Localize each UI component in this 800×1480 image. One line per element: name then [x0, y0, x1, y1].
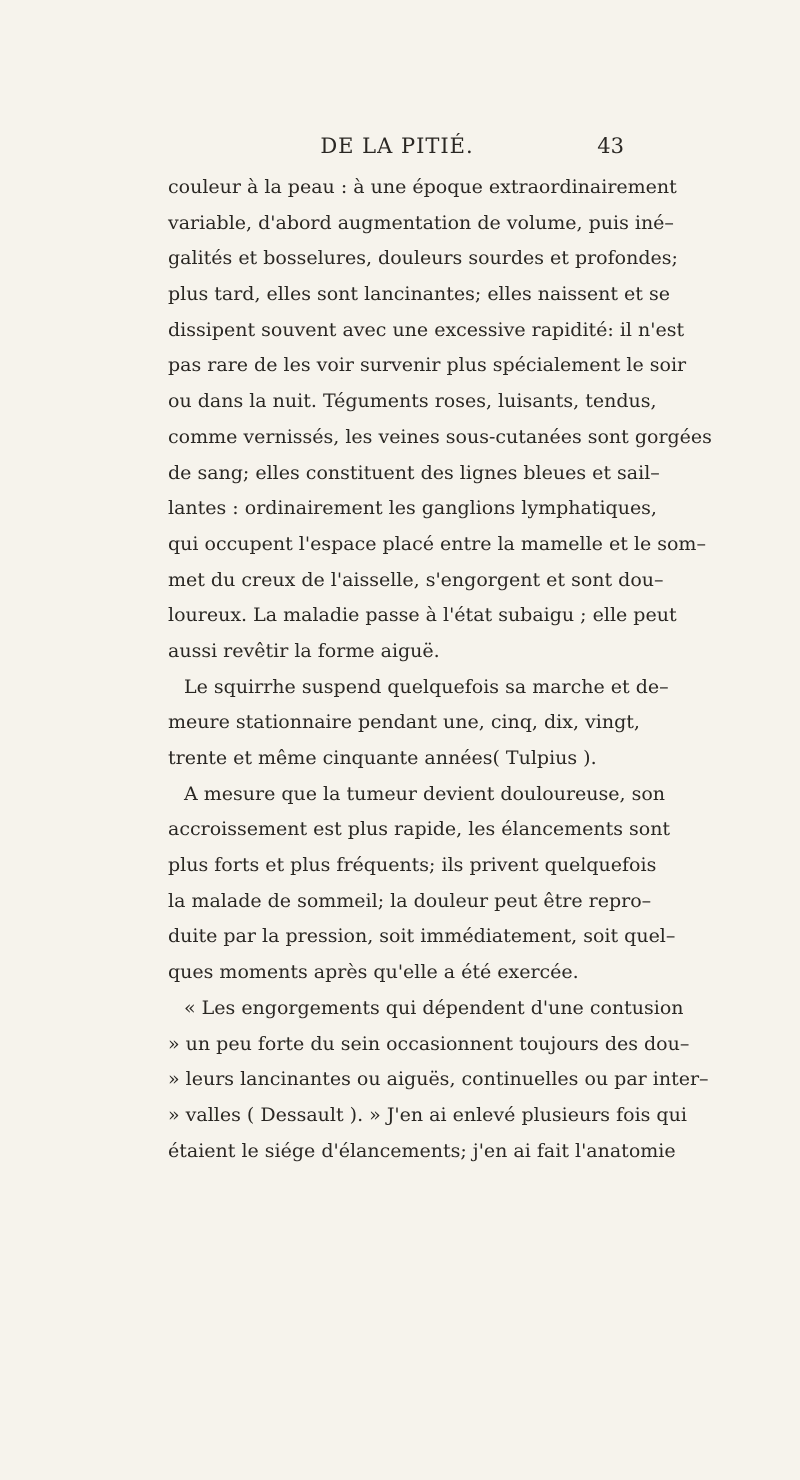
text-line: plus forts et plus fréquents; ils privent quelquefois — [168, 854, 657, 877]
body-text — [168, 170, 712, 1169]
text-line: Le squirrhe suspend quelquefois sa marche et de– — [184, 675, 669, 698]
text-line: plus tard, elles sont lancinantes; elles naissent et se — [168, 283, 670, 306]
text-line: ques moments après qu'elle a été exercée. — [168, 961, 579, 984]
text-line: dissipent souvent avec une excessive rapidité: il n'est — [168, 318, 685, 341]
text-line: pas rare de les voir survenir plus spécialement le soir — [168, 354, 687, 377]
text-line: de sang; elles constituent des lignes bleues et sail– — [168, 461, 660, 484]
text-line: duite par la pression, soit immédiatement, soit quel– — [168, 925, 676, 948]
text-line: la malade de sommeil; la douleur peut être repro– — [168, 889, 652, 912]
text-line: met du creux de l'aisselle, s'engorgent et sont dou– — [168, 568, 664, 591]
page-number: 43 — [597, 134, 624, 158]
text-line: couleur à la peau : à une époque extraordinairement — [168, 176, 677, 198]
text-line: galités et bosselures, douleurs sourdes et profondes; — [168, 247, 678, 270]
text-line: variable, d'abord augmentation de volume, puis iné– — [168, 211, 674, 234]
text-line: » valles ( Dessault ). » J'en ai enlevé plusieurs fois qui — [168, 1103, 687, 1126]
text-line: » leurs lancinantes ou aiguës, continuelles ou par inter– — [168, 1068, 709, 1091]
text-line: ou dans la nuit. Téguments roses, luisants, tendus, — [168, 390, 657, 413]
text-line: accroissement est plus rapide, les élancements sont — [168, 818, 671, 841]
text-line: A mesure que la tumeur devient douloureuse, son — [184, 782, 666, 805]
text-line: » un peu forte du sein occasionnent toujours des dou– — [168, 1032, 690, 1055]
text-line: étaient le siége d'élancements; j'en ai fait l'anatomie — [168, 1139, 676, 1162]
text-line: comme vernissés, les veines sous-cutanées sont gorgées — [168, 425, 712, 448]
text-line: « Les engorgements qui dépendent d'une contusion — [184, 996, 684, 1019]
text-line: aussi revêtir la forme aiguë. — [168, 639, 440, 662]
text-line: loureux. La maladie passe à l'état subaigu ; elle peut — [168, 604, 677, 627]
running-head — [170, 134, 624, 164]
text-line: qui occupent l'espace placé entre la mamelle et le som– — [168, 532, 706, 555]
text-line: meure stationnaire pendant une, cinq, dix, vingt, — [168, 711, 640, 734]
running-title: DE LA PITIÉ. — [320, 134, 474, 158]
text-line: trente et même cinquante années( Tulpius ). — [168, 747, 597, 769]
text-line: lantes : ordinairement les ganglions lymphatiques, — [168, 497, 657, 520]
